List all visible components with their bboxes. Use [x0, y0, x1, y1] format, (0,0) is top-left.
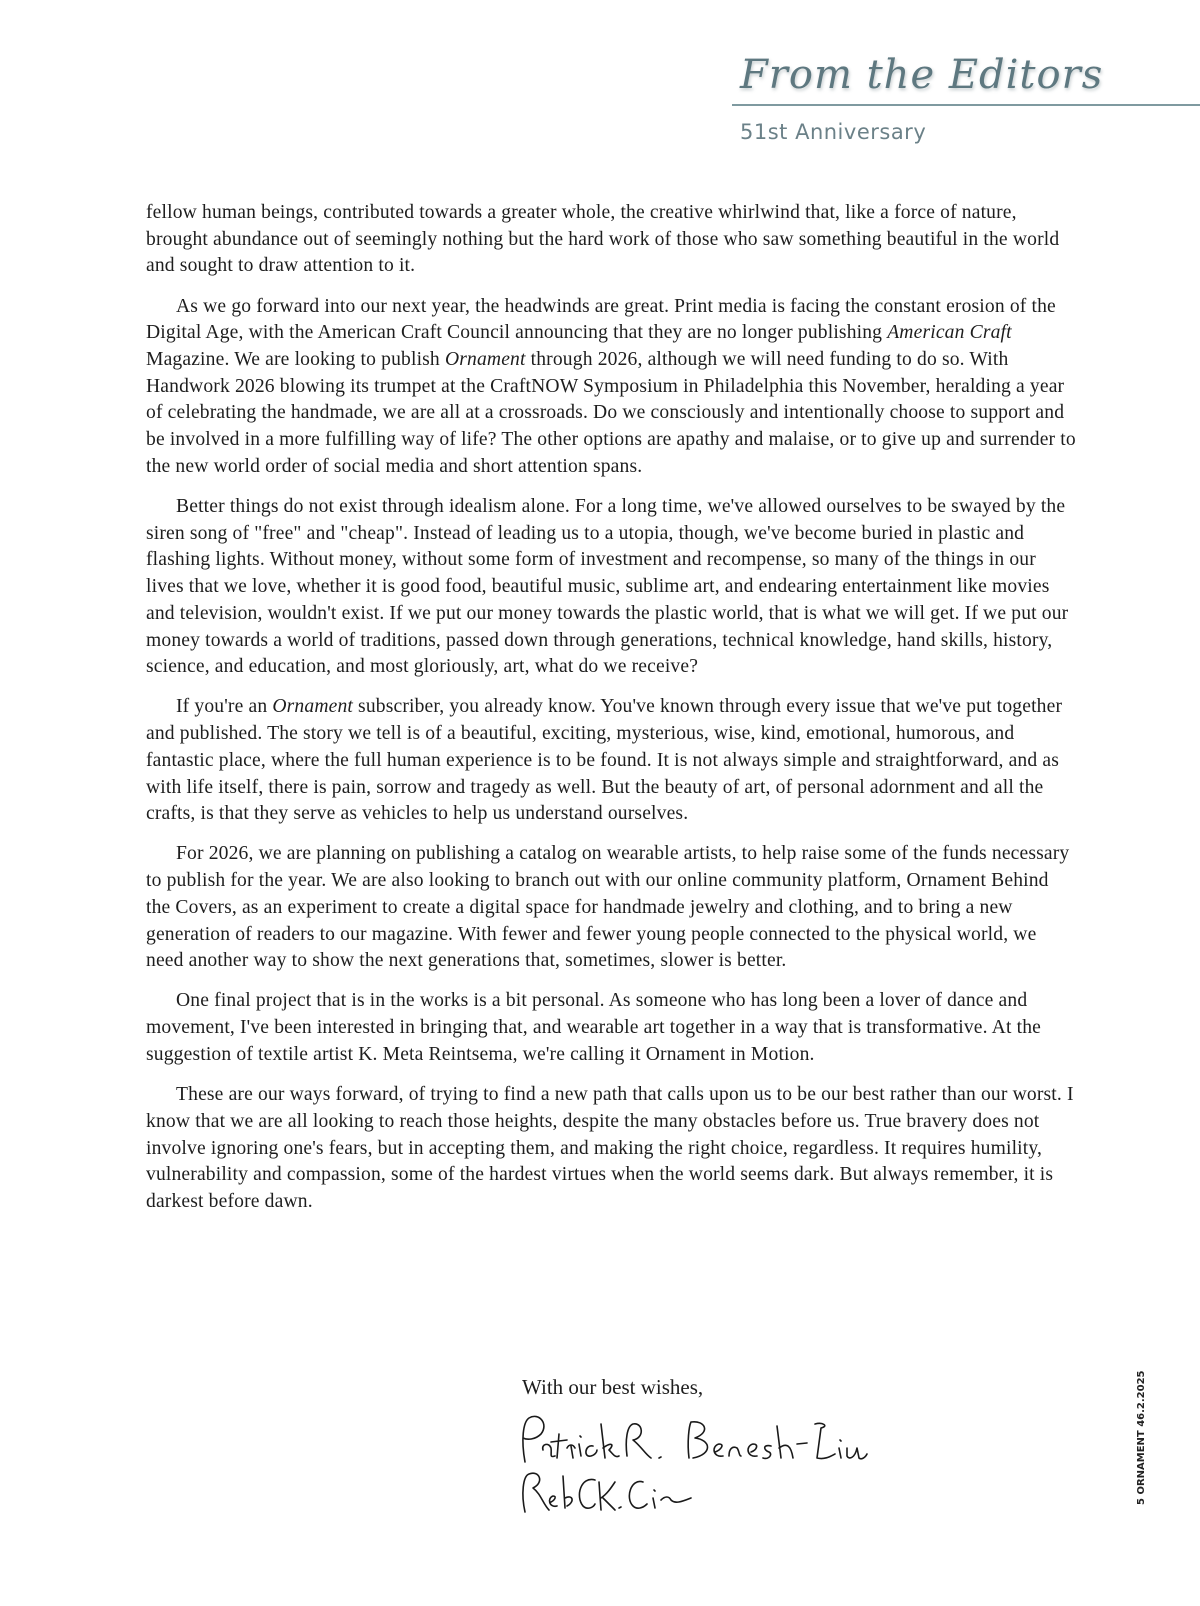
- section-title: From the Editors: [740, 52, 1104, 98]
- editors-header: [732, 52, 1200, 144]
- signature-robert: [523, 1473, 691, 1512]
- section-subtitle: 51st Anniversary: [740, 120, 927, 144]
- paragraph-6: One final project that is in the works is a bit personal. As someone who has long been a lover of dance and movement, I've been interested in bringing that, and wearable art together in a way that is transformative. At the suggestion of textile artist K. Meta Reintsema, we're calling it Ornament in Motion.: [146, 990, 1041, 1065]
- publication-title: Ornament: [272, 696, 353, 718]
- header-divider: [732, 104, 1200, 106]
- publication-title: Ornament: [444, 349, 526, 371]
- editorial-body: [146, 200, 1076, 1229]
- handwritten-signatures: [515, 1410, 875, 1520]
- paragraph-5: For 2026, we are planning on publishing a catalog on wearable artists, to help raise some of the funds necessary to publish for the year. We are also looking to branch out with our online community platform, Ornament Behind the Covers, as an experiment to create a digital space for handmade jewelry and clothing, and to bring a new generation of readers to our magazine. With fewer and fewer young people connected to the physical world, we need another way to show the next generations that, sometimes, slower is better.: [146, 843, 1070, 972]
- paragraph-2: As we go forward into our next year, the headwinds are great. Print media is facing the constant erosion of the Digital Age, with the American Craft Council announcing that they are no longer publishing American Craft Magazine. We are looking to publish Ornament through 2026, although we will need funding to do so. With Handwork 2026 blowing its trumpet at the CraftNOW Symposium in Philadelphia this November, heralding a year of celebrating the handmade, we are all at a crossroads. Do we consciously and intentionally choose to support and be involved in a more fulfilling way of life? The other options are apathy and malaise, or to give up and surrender to the new world order of social media and short attention spans.: [146, 295, 1076, 477]
- signature-patrick: [523, 1416, 867, 1462]
- page-number-tag: 5 ORNAMENT 46.2.2025: [1136, 1370, 1147, 1505]
- paragraph-1: fellow human beings, contributed towards a greater whole, the creative whirlwind that, like a force of nature, brought abundance out of seemingly nothing but the hard work of those who saw something beautiful in the world and sought to draw attention to it.: [146, 202, 1060, 277]
- paragraph-7: These are our ways forward, of trying to find a new path that calls upon us to be our best rather than our worst. I know that we are all looking to reach those heights, despite the many obstacles before us. True bravery does not involve ignoring one's fears, but in accepting them, and making the right choice, regardless. It requires humility, vulnerability and compassion, some of the hardest virtues when the world seems dark. But always remember, it is darkest before dawn.: [146, 1084, 1074, 1212]
- publication-title: American Craft: [887, 322, 1012, 344]
- paragraph-3: Better things do not exist through idealism alone. For a long time, we've allowed ourselves to be swayed by the siren song of "free" and "cheap". Instead of leading us to a utopia, though, we've become buried in plastic and flashing lights. Without money, without some form of investment and recompense, so many of the things in our lives that we love, whether it is good food, beautiful music, sublime art, and endearing entertainment like movies and television, wouldn't exist. If we put our money towards the plastic world, that is what we will get. If we put our money towards a world of traditions, passed down through generations, technical knowledge, hand skills, history, science, and education, and most gloriously, art, what do we receive?: [146, 496, 1069, 678]
- closing-line: With our best wishes,: [522, 1375, 704, 1399]
- paragraph-4: If you're an Ornament subscriber, you already know. You've known through every issue that we've put together and published. The story we tell is of a beautiful, exciting, mysterious, wise, kind, emotional, humorous, and fantastic place, where the full human experience is to be found. It is not always simple and straightforward, and as with life itself, there is pain, sorrow and tragedy as well. But the beauty of art, of personal adornment and all the crafts, is that they serve as vehicles to help us understand ourselves.: [146, 696, 1063, 825]
